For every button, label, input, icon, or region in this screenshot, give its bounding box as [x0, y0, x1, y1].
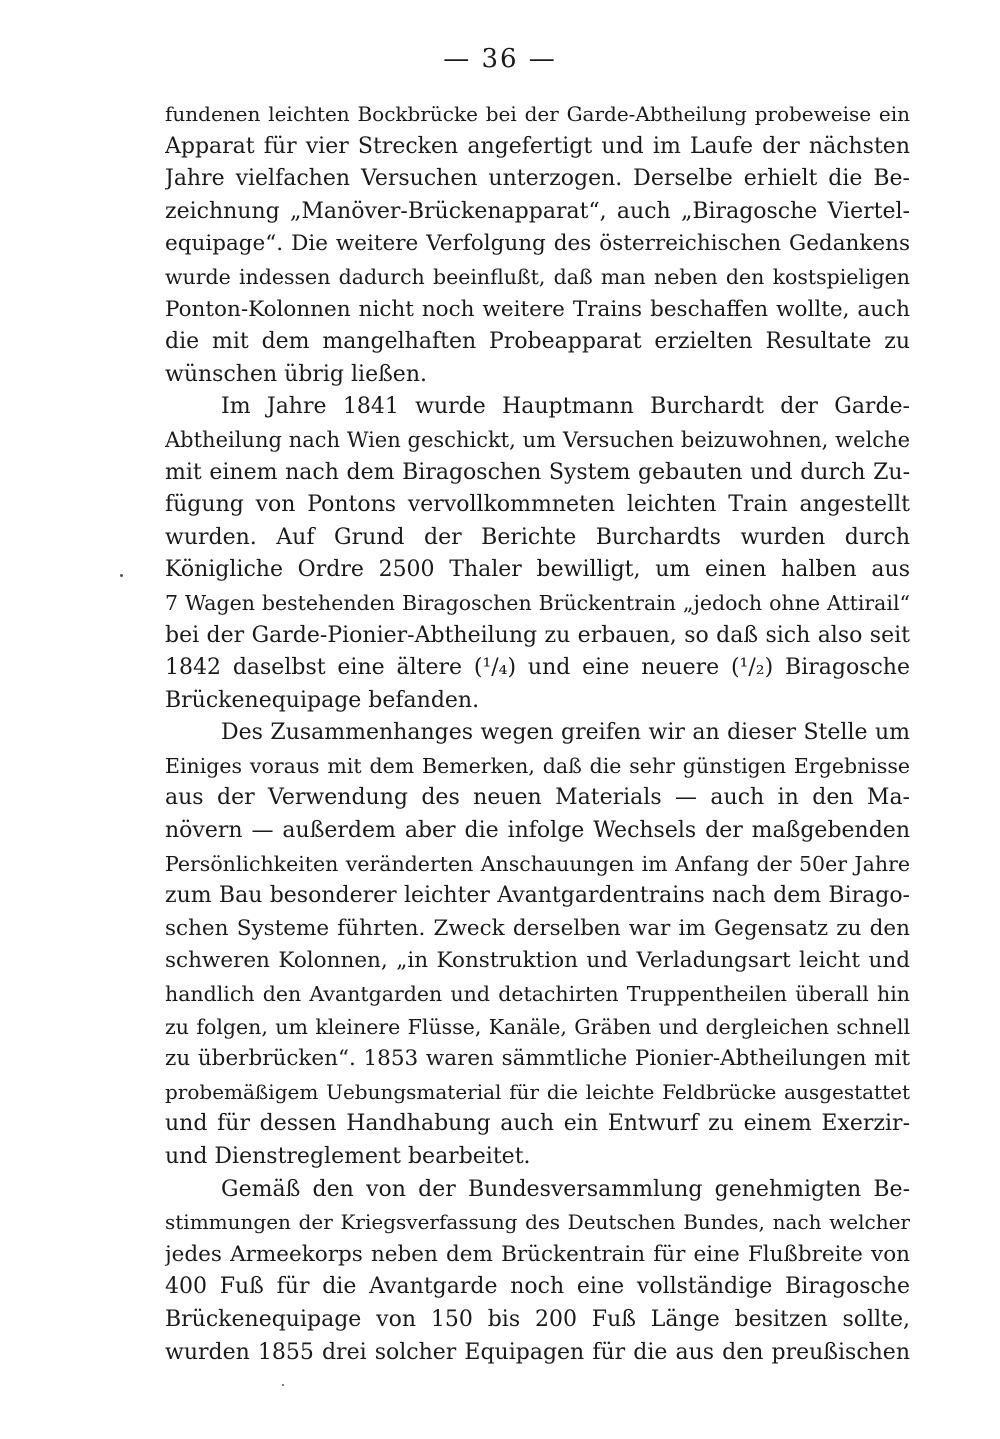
- scan-speck: [120, 574, 123, 577]
- text-line: növern — außerdem aber die infolge Wechsels der maßgebenden: [165, 818, 910, 844]
- text-line: Persönlichkeiten veränderten Anschauungen im Anfang der 50er Jahre: [165, 851, 910, 876]
- text-line: 400 Fuß für die Avantgarde noch eine vollständige Biragosche: [165, 1274, 910, 1300]
- text-line: Gemäß den von der Bundesversammlung genehmigten Be-: [221, 1176, 910, 1202]
- text-line: bei der Garde-Pionier-Abtheilung zu erbauen, so daß sich also seit: [165, 622, 910, 648]
- text-line: Einiges voraus mit dem Bemerken, daß die sehr günstigen Ergebnisse: [165, 753, 910, 778]
- text-line: zeichnung „Manöver-Brückenapparat“, auch „Biragosche Viertel-: [165, 198, 910, 224]
- text-line: 1842 daselbst eine ältere (¹/₄) und eine neuere (¹/₂) Biragosche: [165, 655, 910, 681]
- text-line: Königliche Ordre 2500 Thaler bewilligt, um einen halben aus: [165, 557, 910, 583]
- text-line: wurde indessen dadurch beeinflußt, daß man neben den kostspieligen: [165, 264, 910, 289]
- text-line: wurden 1855 drei solcher Equipagen für die aus den preußischen: [165, 1339, 910, 1365]
- text-line: Jahre vielfachen Versuchen unterzogen. Derselbe erhielt die Be-: [165, 166, 910, 192]
- text-line: handlich den Avantgarden und detachirten Truppentheilen überall hin: [165, 982, 910, 1007]
- text-line: schen Systeme führten. Zweck derselben war im Gegensatz zu den: [165, 915, 910, 941]
- text-line: zum Bau besonderer leichter Avantgardentrains nach dem Birago-: [165, 883, 910, 909]
- text-line: Abtheilung nach Wien geschickt, um Versuchen beizuwohnen, welche: [165, 427, 910, 452]
- paragraph-2: [165, 391, 910, 717]
- text-line: und Dienstreglement bearbeitet.: [165, 1144, 531, 1169]
- text-line: Ponton-Kolonnen nicht noch weitere Trains beschaffen wollte, auch: [165, 296, 910, 322]
- text-line: aus der Verwendung des neuen Materials — auch in den Ma-: [165, 785, 910, 811]
- text-line: fügung von Pontons vervollkommneten leichten Train angestellt: [165, 492, 910, 518]
- text-line: zu überbrücken“. 1853 waren sämmtliche Pionier-Abtheilungen mit: [165, 1046, 910, 1072]
- page-number: — 36 —: [443, 44, 557, 74]
- text-line: stimmungen der Kriegsverfassung des Deutschen Bundes, nach welcher: [165, 1210, 910, 1235]
- paragraph-1: [165, 98, 910, 391]
- text-line: probemäßigem Uebungsmaterial für die leichte Feldbrücke ausgestattet: [165, 1079, 910, 1104]
- text-line: Apparat für vier Strecken angefertigt und im Laufe der nächsten: [165, 133, 910, 159]
- text-line: zu folgen, um kleinere Flüsse, Kanäle, Gräben und dergleichen schnell: [165, 1014, 910, 1039]
- text-line: 7 Wagen bestehenden Biragoschen Brückentrain „jedoch ohne Attirail“: [165, 590, 910, 615]
- text-line: Im Jahre 1841 wurde Hauptmann Burchardt der Garde-: [221, 394, 910, 420]
- text-line: die mit dem mangelhaften Probeapparat erzielten Resultate zu: [165, 329, 910, 355]
- scan-speck: [282, 1384, 284, 1386]
- text-line: und für dessen Handhabung auch ein Entwurf zu einem Exerzir-: [165, 1111, 910, 1137]
- body-text: [165, 98, 910, 1369]
- text-line: equipage“. Die weitere Verfolgung des österreichischen Gedankens: [165, 231, 910, 257]
- text-line: wurden. Auf Grund der Berichte Burchardts wurden durch: [165, 524, 910, 550]
- text-line: mit einem nach dem Biragoschen System gebauten und durch Zu-: [165, 459, 910, 485]
- paragraph-3: [165, 717, 910, 1173]
- text-line: wünschen übrig ließen.: [165, 361, 427, 387]
- text-line: fundenen leichten Bockbrücke bei der Garde-Abtheilung probeweise ein: [165, 102, 910, 126]
- text-line: schweren Kolonnen, „in Konstruktion und Verladungsart leicht und: [165, 948, 910, 974]
- text-line: jedes Armeekorps neben dem Brückentrain für eine Flußbreite von: [165, 1241, 910, 1267]
- text-line: Brückenequipage von 150 bis 200 Fuß Länge besitzen sollte,: [165, 1306, 910, 1332]
- paragraph-4: [165, 1174, 910, 1370]
- text-line: Des Zusammenhanges wegen greifen wir an dieser Stelle um: [221, 720, 910, 746]
- text-line: Brückenequipage befanden.: [165, 687, 480, 713]
